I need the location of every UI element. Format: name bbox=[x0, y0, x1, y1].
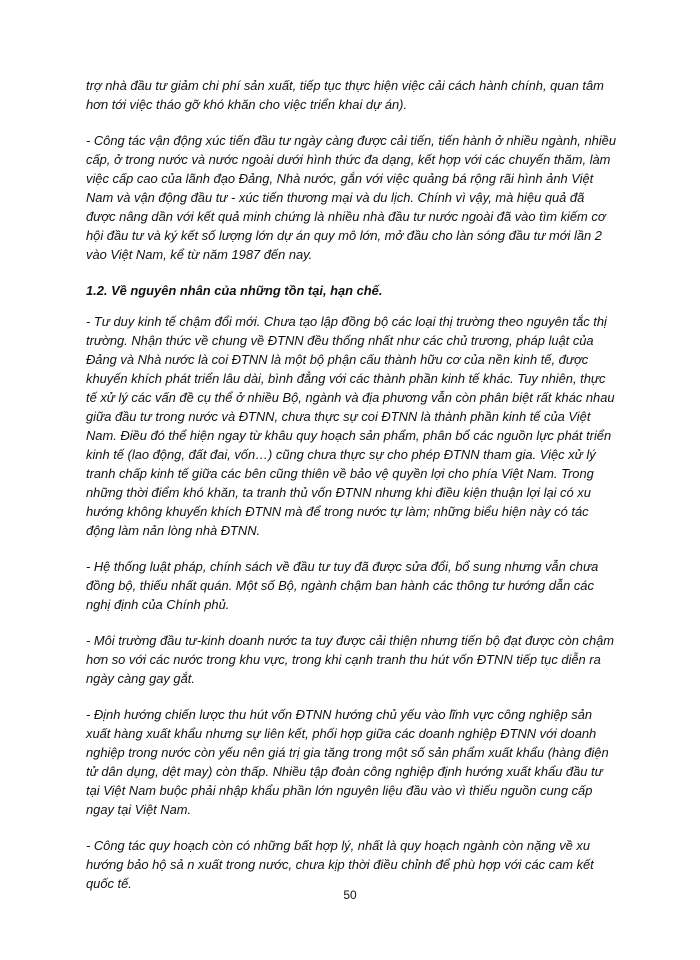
paragraph-investment-promotion: - Công tác vận động xúc tiến đầu tư ngày càng được cải tiến, tiến hành ở nhiều ngành, nhiều cấp, ở trong nước và nước ngoài dưới hình thức đa dạng, kết hợp với các chuyến thăm, làm việc cấp cao của lãnh đạo Đảng, Nhà nước, gắn với việc quảng bá rộng rãi hình ảnh Việt Nam và vận động đầu tư - xúc tiến thương mại và du lịch. Chính vì vậy, mà hiệu quả đã được nâng dần với kết quả minh chứng là nhiều nhà đầu tư nước ngoài đã vào tìm kiếm cơ hội đầu tư và ký kết số lượng lớn dự án quy mô lớn, mở đầu cho làn sóng đầu tư mới lần 2 vào Việt Nam, kể từ năm 1987 đến nay. bbox=[86, 133, 617, 262]
paragraph-investment-environment: - Môi trường đầu tư-kinh doanh nước ta tuy được cải thiện nhưng tiến bộ đạt được còn chậm hơn so với các nước trong khu vực, trong khi cạnh tranh thu hút vốn ĐTNN tiếp tục diễn ra ngày càng gay gắt. bbox=[86, 633, 615, 686]
paragraph-economic-thinking: - Tư duy kinh tế chậm đổi mới. Chưa tạo lập đồng bộ các loại thị trường theo nguyên tắc thị trường. Nhận thức về chung về ĐTNN đều thống nhất như các chủ trương, pháp luật của Đảng và Nhà nước là coi ĐTNN là một bộ phận cấu thành hữu cơ của nền kinh tế, được khuyến khích phát triển lâu dài, bình đẳng với các thành phần kinh tế khác. Tuy nhiên, thực tế xử lý các vấn đề cụ thể ở nhiều Bộ, ngành và địa phương vẫn còn phân biệt rất khác nhau giữa đầu tư trong nước và ĐTNN, chưa thực sự coi ĐTNN là thành phần kinh tế của Việt Nam. Điều đó thể hiện ngay từ khâu quy hoạch sản phẩm, phân bổ các nguồn lực phát triển kinh tế (lao động, đất đai, vốn…) cũng chưa thực sự cho phép ĐTNN tham gia. Việc xử lý tranh chấp kinh tế giữa các bên cũng thiên về bảo vệ quyền lợi cho phía Việt Nam. Trong những thời điểm khó khăn, ta tranh thủ vốn ĐTNN nhưng khi điều kiện thuận lợi lại có xu hướng không khuyến khích ĐTNN mà để trong nước tự làm; những biểu hiện này có tác động làm nản lòng nhà ĐTNN. bbox=[86, 314, 615, 538]
page-number: 50 bbox=[343, 888, 357, 902]
document-page bbox=[86, 76, 616, 910]
paragraph-planning: - Công tác quy hoạch còn có những bất hợp lý, nhất là quy hoạch ngành còn nặng về xu hướng bảo hộ sả n xuất trong nước, chưa kịp thời điều chỉnh để phù hợp với các cam kết quốc tế. bbox=[86, 838, 594, 891]
paragraph-legal-system: - Hệ thống luật pháp, chính sách về đầu tư tuy đã được sửa đổi, bổ sung nhưng vẫn chưa đồng bộ, thiếu nhất quán. Một số Bộ, ngành chậm ban hành các thông tư hướng dẫn các nghị định của Chính phủ. bbox=[86, 559, 599, 612]
section-heading: 1.2. Về nguyên nhân của những tồn tại, hạn chế. bbox=[86, 283, 383, 298]
paragraph-strategy-orientation: - Định hướng chiến lược thu hút vốn ĐTNN hướng chủ yếu vào lĩnh vực công nghiệp sản xuất hàng xuất khẩu nhưng sự liên kết, phối hợp giữa các doanh nghiệp ĐTNN với doanh nghiệp trong nước còn yếu nên giá trị gia tăng trong một số sản phẩm xuất khẩu (hàng điện tử dân dụng, dệt may) còn thấp. Nhiều tập đoàn công nghiệp định hướng xuất khẩu đầu tư tại Việt Nam buộc phải nhập khẩu phần lớn nguyên liệu đầu vào vì thiếu nguồn cung cấp ngay tại Việt Nam. bbox=[86, 707, 609, 817]
paragraph-intro-continuation: trợ nhà đầu tư giảm chi phí sản xuất, tiếp tục thực hiện việc cải cách hành chính, quan tâm hơn tới việc tháo gỡ khó khăn cho việc triển khai dự án). bbox=[86, 78, 604, 112]
